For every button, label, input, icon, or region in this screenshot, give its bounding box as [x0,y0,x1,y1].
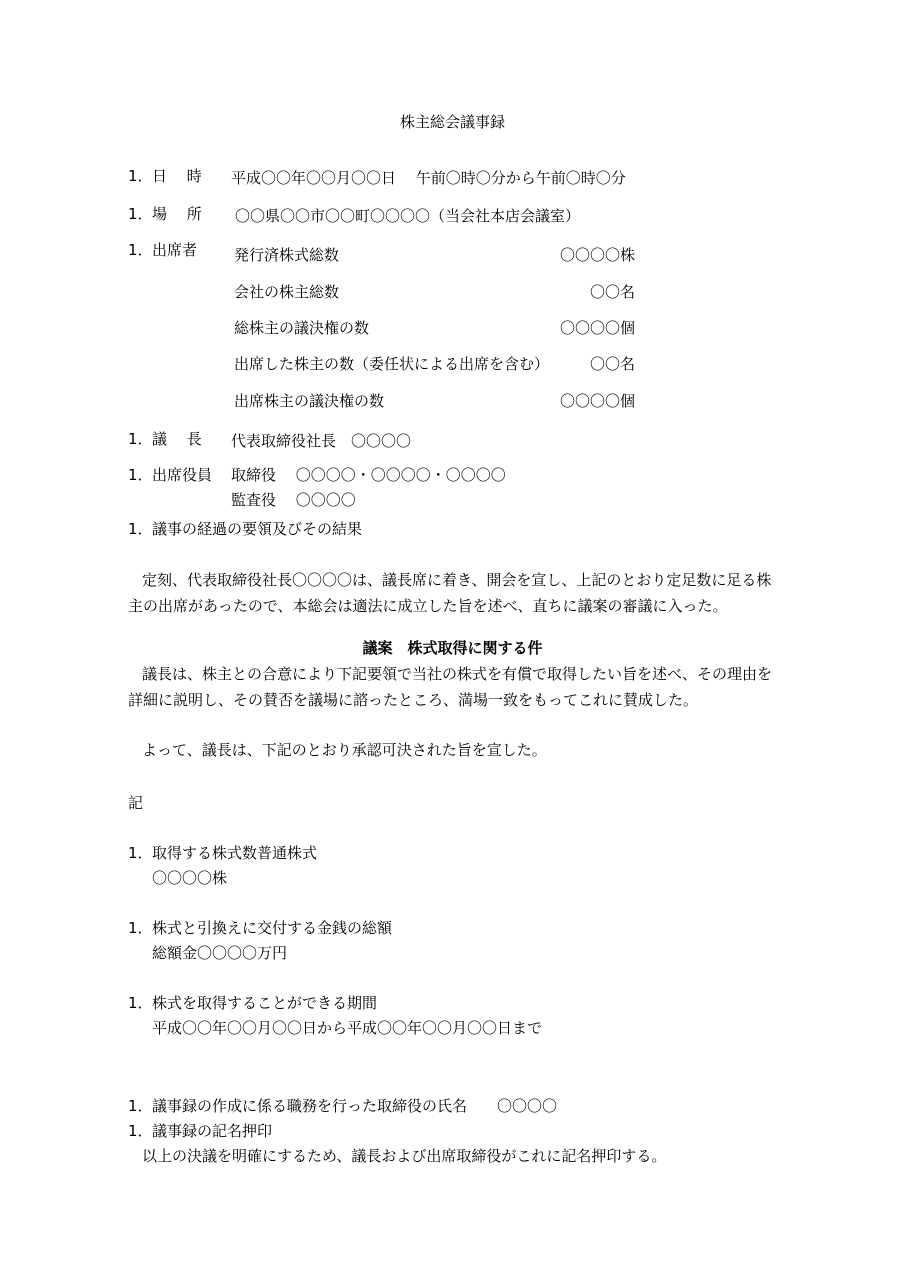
minutes-author-value: 〇〇〇〇 [497,1097,558,1115]
agenda-paragraph-line: 議長は、株主との合意により下記要領で当社の株式を有償で取得したい旨を述べ、その理由を [142,665,773,683]
attendance-row-value: 〇〇名 [589,355,635,373]
place-value: 〇〇県〇〇市〇〇町〇〇〇〇（当会社本店会議室） [235,207,581,225]
minutes-author-label: 議事録の作成に係る職務を行った取締役の氏名 [152,1097,468,1115]
attendance-row-value: 〇〇名 [589,283,635,301]
item-mark: 1． [128,167,153,185]
item-mark: 1． [128,844,153,862]
item-mark: 1． [128,994,153,1012]
officers-label: 出席役員 [152,466,213,484]
detail-value: 総額金〇〇〇〇万円 [152,944,288,962]
attendance-row-value: 〇〇〇〇個 [559,392,635,410]
document-title: 株主総会議事録 [399,113,505,131]
datetime-value: 平成〇〇年〇〇月〇〇日 午前〇時〇分から午前〇時〇分 [231,169,626,187]
item-mark: 1． [128,430,153,448]
item-mark: 1． [128,466,153,484]
item-mark: 1． [128,1097,153,1115]
place-label: 場 所 [152,205,202,223]
ki-marker: 記 [128,794,144,812]
opening-paragraph-line: 定刻、代表取締役社長〇〇〇〇は、議長席に着き、開会を宣し、上記のとおり定足数に足る株 [142,571,772,589]
attendance-row-name: 発行済株式総数 [234,246,340,264]
chair-label: 議 長 [152,430,202,448]
item-mark: 1． [128,919,153,937]
agenda-title: 議案 株式取得に関する件 [362,639,543,657]
attendance-row-value: 〇〇〇〇株 [559,246,635,264]
attendance-row-name: 総株主の議決権の数 [234,319,370,337]
detail-value: 〇〇〇〇株 [152,869,228,887]
datetime-label: 日 時 [152,167,202,185]
attendance-row-value: 〇〇〇〇個 [559,319,635,337]
item-mark: 1． [128,205,153,223]
detail-heading: 株式と引換えに交付する金銭の総額 [152,919,393,937]
signature-heading: 議事録の記名押印 [152,1122,273,1140]
detail-heading: 取得する株式数普通株式 [152,844,318,862]
detail-heading: 株式を取得することができる期間 [152,994,378,1012]
attendance-row-name: 出席した株主の数（委任状による出席を含む） [234,355,550,373]
officers-auditors: 監査役 〇〇〇〇 [231,491,356,509]
attendance-row-name: 会社の株主総数 [234,283,340,301]
attendance-label: 出席者 [152,241,198,259]
officers-directors: 取締役 〇〇〇〇・〇〇〇〇・〇〇〇〇 [231,466,506,484]
proceedings-heading: 議事の経過の要領及びその結果 [152,520,363,538]
item-mark: 1． [128,520,153,538]
closing-paragraph: 以上の決議を明確にするため、議長および出席取締役がこれに記名押印する。 [142,1147,667,1165]
item-mark: 1． [128,1122,153,1140]
detail-value: 平成〇〇年〇〇月〇〇日から平成〇〇年〇〇月〇〇日まで [152,1019,543,1037]
agenda-paragraph-line: 詳細に説明し、その賛否を議場に諮ったところ、満場一致をもってこれに賛成した。 [128,691,699,709]
opening-paragraph-line: 主の出席があったので、本総会は適法に成立した旨を述べ、直ちに議案の審議に入った。 [128,597,728,615]
attendance-row-name: 出席株主の議決権の数 [234,392,385,410]
chair-value: 代表取締役社長 〇〇〇〇 [231,432,412,450]
item-mark: 1． [128,241,153,259]
resolution-paragraph: よって、議長は、下記のとおり承認可決された旨を宣した。 [142,741,547,759]
